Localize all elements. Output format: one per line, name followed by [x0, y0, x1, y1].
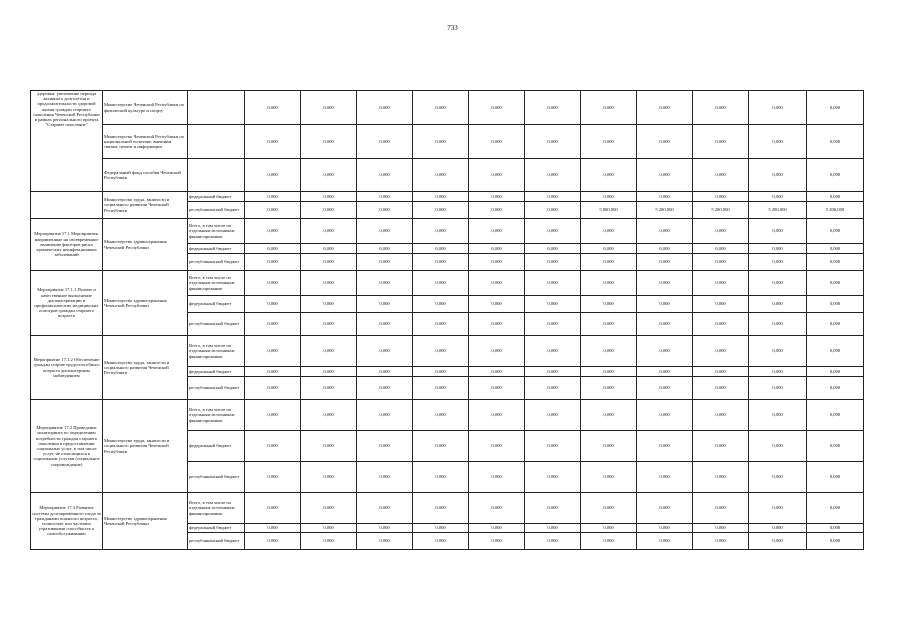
- value-cell: 0,000: [245, 271, 301, 296]
- value-cell: 5 200,000: [637, 202, 693, 219]
- value-cell: 0,000: [469, 296, 525, 313]
- value-cell: 0,000: [245, 400, 301, 431]
- value-cell: 0,000: [807, 336, 864, 367]
- value-cell: 0,000: [693, 462, 749, 493]
- value-cell: 0,000: [581, 493, 637, 524]
- source-cell: федеральный бюджет: [188, 244, 245, 254]
- table-row: [31, 219, 864, 244]
- executor-cell: Министерство здравоохранения Чеченской Республики: [103, 219, 188, 271]
- value-cell: 5 200,000: [749, 202, 807, 219]
- value-cell: 0,000: [693, 377, 749, 400]
- value-cell: 0,000: [807, 219, 864, 244]
- value-cell: 0,000: [693, 254, 749, 271]
- value-cell: 0,000: [357, 271, 413, 296]
- value-cell: 0,000: [807, 431, 864, 462]
- value-cell: 0,000: [469, 91, 525, 125]
- event-name-cell: Мероприятие 17.1 Мероприятия, направленные на своевременное выявление факторов риска хронических неинфекционных заболеваний: [31, 219, 103, 271]
- value-cell: 0,000: [525, 524, 581, 533]
- value-cell: 0,000: [637, 125, 693, 159]
- value-cell: 0,000: [245, 219, 301, 244]
- value-cell: 0,000: [749, 244, 807, 254]
- value-cell: 0,000: [749, 159, 807, 192]
- value-cell: 0,000: [693, 367, 749, 377]
- executor-cell: Министерство труда, занятости и социального развития Чеченской Республики: [103, 192, 188, 219]
- value-cell: 0,000: [637, 377, 693, 400]
- value-cell: 0,000: [301, 91, 357, 125]
- value-cell: 0,000: [469, 367, 525, 377]
- value-cell: 0,000: [525, 377, 581, 400]
- value-cell: 0,000: [413, 367, 469, 377]
- value-cell: 0,000: [581, 125, 637, 159]
- source-cell: республиканский бюджет: [188, 533, 245, 550]
- value-cell: 0,000: [413, 244, 469, 254]
- value-cell: 0,000: [693, 313, 749, 336]
- value-cell: 0,000: [525, 219, 581, 244]
- value-cell: 0,000: [357, 254, 413, 271]
- source-cell: [188, 125, 245, 159]
- value-cell: 0,000: [469, 336, 525, 367]
- value-cell: 0,000: [301, 493, 357, 524]
- value-cell: 0,000: [581, 431, 637, 462]
- value-cell: 0,000: [693, 431, 749, 462]
- value-cell: 0,000: [413, 192, 469, 202]
- value-cell: 0,000: [749, 91, 807, 125]
- value-cell: 0,000: [807, 367, 864, 377]
- value-cell: 0,000: [693, 244, 749, 254]
- value-cell: 0,000: [807, 533, 864, 550]
- value-cell: 0,000: [413, 254, 469, 271]
- value-cell: 0,000: [525, 296, 581, 313]
- executor-cell: Федеральный фонд пособия Чеченской Республики: [103, 159, 188, 192]
- value-cell: 0,000: [245, 296, 301, 313]
- value-cell: 0,000: [413, 313, 469, 336]
- value-cell: 0,000: [413, 91, 469, 125]
- value-cell: 0,000: [693, 219, 749, 244]
- value-cell: 0,000: [637, 313, 693, 336]
- value-cell: 0,000: [413, 533, 469, 550]
- source-cell: Всего, в том числе по отдельным источникам финансирования:: [188, 493, 245, 524]
- value-cell: 0,000: [637, 524, 693, 533]
- value-cell: 0,000: [807, 524, 864, 533]
- source-cell: федеральный бюджет: [188, 367, 245, 377]
- value-cell: 0,000: [637, 400, 693, 431]
- value-cell: 0,000: [245, 125, 301, 159]
- value-cell: 0,000: [581, 254, 637, 271]
- value-cell: 0,000: [581, 219, 637, 244]
- value-cell: 0,000: [357, 296, 413, 313]
- value-cell: 0,000: [749, 400, 807, 431]
- value-cell: 0,000: [637, 533, 693, 550]
- value-cell: 0,000: [357, 91, 413, 125]
- value-cell: 0,000: [525, 493, 581, 524]
- value-cell: 0,000: [413, 524, 469, 533]
- value-cell: 0,000: [413, 296, 469, 313]
- value-cell: 0,000: [525, 244, 581, 254]
- value-cell: 0,000: [525, 400, 581, 431]
- value-cell: 0,000: [693, 533, 749, 550]
- value-cell: 0,000: [749, 192, 807, 202]
- value-cell: 0,000: [301, 271, 357, 296]
- value-cell: 0,000: [749, 219, 807, 244]
- value-cell: 0,000: [357, 313, 413, 336]
- value-cell: 0,000: [581, 462, 637, 493]
- value-cell: 0,000: [469, 313, 525, 336]
- value-cell: 0,000: [245, 192, 301, 202]
- value-cell: 0,000: [581, 400, 637, 431]
- value-cell: 0,000: [301, 219, 357, 244]
- value-cell: 0,000: [413, 202, 469, 219]
- value-cell: 0,000: [301, 192, 357, 202]
- value-cell: 0,000: [413, 125, 469, 159]
- value-cell: 0,000: [301, 254, 357, 271]
- value-cell: 0,000: [807, 254, 864, 271]
- value-cell: 0,000: [581, 192, 637, 202]
- value-cell: 0,000: [807, 493, 864, 524]
- value-cell: 0,000: [413, 377, 469, 400]
- value-cell: 0,000: [301, 400, 357, 431]
- value-cell: 0,000: [807, 271, 864, 296]
- value-cell: 0,000: [301, 431, 357, 462]
- value-cell: 0,000: [245, 524, 301, 533]
- value-cell: 0,000: [245, 367, 301, 377]
- event-name-cell: Мероприятие 17.2 Проведение мониторинга по определению потребности граждан старшего поколения в предоставлении социальных услуг, в том числе услуг, не относящихся к социальным услугам (социальное сопровождение): [31, 400, 103, 493]
- value-cell: 0,000: [357, 377, 413, 400]
- value-cell: 0,000: [637, 336, 693, 367]
- value-cell: 0,000: [469, 159, 525, 192]
- value-cell: 0,000: [301, 367, 357, 377]
- value-cell: 0,000: [301, 125, 357, 159]
- source-cell: федеральный бюджет: [188, 524, 245, 533]
- value-cell: 0,000: [525, 462, 581, 493]
- value-cell: 0,000: [525, 271, 581, 296]
- executor-cell: Министерство труда, занятости и социального развития Чеченской Республики: [103, 336, 188, 400]
- event-name-cell: Мероприятие 17.3 Развитие системы долговременного ухода за гражданами пожилого возраста, полностью или частично утратившими способность к самообслуживанию: [31, 493, 103, 550]
- executor-cell: Министерство Чеченской Республики по физической культуре и спорту: [103, 91, 188, 125]
- value-cell: 0,000: [413, 400, 469, 431]
- value-cell: 0,000: [469, 202, 525, 219]
- value-cell: 0,000: [245, 462, 301, 493]
- value-cell: 0,000: [357, 125, 413, 159]
- value-cell: 0,000: [469, 400, 525, 431]
- value-cell: 5 200,000: [807, 202, 864, 219]
- value-cell: 0,000: [301, 377, 357, 400]
- value-cell: 0,000: [525, 254, 581, 271]
- value-cell: 0,000: [301, 202, 357, 219]
- executor-cell: Министерство здравоохранения Чеченской Республики: [103, 493, 188, 550]
- value-cell: 0,000: [807, 313, 864, 336]
- value-cell: 0,000: [693, 159, 749, 192]
- value-cell: 0,000: [245, 254, 301, 271]
- table-row: [31, 336, 864, 367]
- value-cell: 0,000: [749, 125, 807, 159]
- source-cell: Всего, в том числе по отдельным источникам финансирования:: [188, 336, 245, 367]
- value-cell: 0,000: [301, 296, 357, 313]
- value-cell: 0,000: [413, 336, 469, 367]
- event-name-cell: Мероприятие 17.1.2 Обеспечение граждан старше трудоспособного возраста диспансерным наблюдением: [31, 336, 103, 400]
- value-cell: 0,000: [301, 524, 357, 533]
- source-cell: Всего, в том числе по отдельным источникам финансирования:: [188, 400, 245, 431]
- value-cell: 0,000: [637, 367, 693, 377]
- event-name-cell: Мероприятие 17.1.1 Полное и качественное выполнение диспансеризации и профилактических медицинских осмотров граждан старшего возраста: [31, 271, 103, 336]
- value-cell: 0,000: [637, 296, 693, 313]
- value-cell: 0,000: [693, 91, 749, 125]
- source-cell: [188, 91, 245, 125]
- value-cell: 0,000: [357, 192, 413, 202]
- value-cell: 0,000: [469, 533, 525, 550]
- value-cell: 0,000: [581, 296, 637, 313]
- value-cell: 0,000: [749, 493, 807, 524]
- value-cell: 0,000: [357, 367, 413, 377]
- value-cell: 0,000: [693, 336, 749, 367]
- value-cell: 0,000: [581, 524, 637, 533]
- value-cell: 0,000: [357, 159, 413, 192]
- value-cell: 0,000: [301, 244, 357, 254]
- value-cell: 0,000: [469, 125, 525, 159]
- value-cell: 0,000: [693, 125, 749, 159]
- value-cell: 0,000: [637, 271, 693, 296]
- value-cell: 0,000: [637, 159, 693, 192]
- value-cell: 0,000: [245, 91, 301, 125]
- value-cell: 0,000: [357, 244, 413, 254]
- value-cell: 0,000: [637, 254, 693, 271]
- value-cell: 0,000: [581, 159, 637, 192]
- value-cell: 0,000: [581, 244, 637, 254]
- value-cell: 0,000: [301, 462, 357, 493]
- source-cell: республиканский бюджет: [188, 202, 245, 219]
- value-cell: 0,000: [525, 313, 581, 336]
- value-cell: 0,000: [807, 400, 864, 431]
- value-cell: 0,000: [245, 377, 301, 400]
- value-cell: 0,000: [749, 377, 807, 400]
- table-row: [31, 91, 864, 125]
- value-cell: 0,000: [413, 271, 469, 296]
- value-cell: 0,000: [749, 431, 807, 462]
- source-cell: республиканский бюджет: [188, 254, 245, 271]
- value-cell: 0,000: [637, 91, 693, 125]
- value-cell: 0,000: [749, 533, 807, 550]
- value-cell: 0,000: [469, 254, 525, 271]
- value-cell: 0,000: [807, 125, 864, 159]
- value-cell: 0,000: [357, 202, 413, 219]
- value-cell: 0,000: [807, 159, 864, 192]
- value-cell: 0,000: [525, 159, 581, 192]
- table-row: [31, 400, 864, 431]
- value-cell: 0,000: [413, 431, 469, 462]
- value-cell: 0,000: [581, 367, 637, 377]
- source-cell: Всего, в том числе по отдельным источникам финансирования:: [188, 219, 245, 244]
- budget-table: [30, 90, 864, 550]
- value-cell: 0,000: [693, 271, 749, 296]
- value-cell: 0,000: [581, 533, 637, 550]
- value-cell: 0,000: [525, 533, 581, 550]
- value-cell: 0,000: [357, 219, 413, 244]
- value-cell: 0,000: [245, 313, 301, 336]
- value-cell: 0,000: [413, 159, 469, 192]
- value-cell: 0,000: [693, 192, 749, 202]
- value-cell: 0,000: [807, 296, 864, 313]
- value-cell: 0,000: [525, 91, 581, 125]
- value-cell: 0,000: [357, 400, 413, 431]
- value-cell: 0,000: [301, 313, 357, 336]
- value-cell: 0,000: [749, 524, 807, 533]
- value-cell: 0,000: [245, 202, 301, 219]
- value-cell: 0,000: [525, 125, 581, 159]
- value-cell: 0,000: [581, 313, 637, 336]
- value-cell: 0,000: [469, 431, 525, 462]
- value-cell: 0,000: [581, 336, 637, 367]
- value-cell: 0,000: [413, 493, 469, 524]
- value-cell: 0,000: [301, 159, 357, 192]
- source-cell: республиканский бюджет: [188, 313, 245, 336]
- value-cell: 0,000: [245, 533, 301, 550]
- executor-cell: Министерство здравоохранения Чеченской Республики: [103, 271, 188, 336]
- value-cell: 0,000: [469, 462, 525, 493]
- value-cell: 0,000: [357, 493, 413, 524]
- value-cell: 0,000: [693, 400, 749, 431]
- value-cell: 0,000: [807, 91, 864, 125]
- value-cell: 0,000: [357, 524, 413, 533]
- value-cell: 0,000: [469, 524, 525, 533]
- value-cell: 0,000: [525, 202, 581, 219]
- value-cell: 0,000: [301, 336, 357, 367]
- value-cell: 0,000: [469, 271, 525, 296]
- value-cell: 0,000: [637, 493, 693, 524]
- value-cell: 0,000: [807, 244, 864, 254]
- executor-cell: Министерство Чеченской Республики по национальной политике, внешним связям, печати и информации: [103, 125, 188, 159]
- value-cell: 0,000: [749, 336, 807, 367]
- table-row: [31, 493, 864, 524]
- source-cell: республиканский бюджет: [188, 462, 245, 493]
- table-body: [31, 91, 864, 550]
- value-cell: 0,000: [749, 367, 807, 377]
- table-row: [31, 159, 864, 192]
- value-cell: 0,000: [245, 336, 301, 367]
- value-cell: 0,000: [301, 533, 357, 550]
- table-row: [31, 271, 864, 296]
- value-cell: 0,000: [581, 91, 637, 125]
- value-cell: 0,000: [749, 271, 807, 296]
- value-cell: 0,000: [357, 431, 413, 462]
- value-cell: 0,000: [357, 336, 413, 367]
- event-name-cell: [31, 192, 103, 219]
- value-cell: 5 200,000: [693, 202, 749, 219]
- source-cell: федеральный бюджет: [188, 431, 245, 462]
- value-cell: 0,000: [749, 313, 807, 336]
- value-cell: 0,000: [749, 254, 807, 271]
- value-cell: 0,000: [807, 462, 864, 493]
- value-cell: 0,000: [693, 296, 749, 313]
- value-cell: 0,000: [525, 336, 581, 367]
- value-cell: 0,000: [357, 533, 413, 550]
- value-cell: 0,000: [469, 493, 525, 524]
- executor-cell: Министерство труда, занятости и социального развития Чеченской Республики: [103, 400, 188, 493]
- value-cell: 0,000: [413, 219, 469, 244]
- value-cell: 0,000: [525, 192, 581, 202]
- value-cell: 0,000: [581, 271, 637, 296]
- value-cell: 0,000: [807, 377, 864, 400]
- table-row: [31, 192, 864, 202]
- value-cell: 0,000: [525, 367, 581, 377]
- value-cell: 0,000: [637, 219, 693, 244]
- value-cell: 0,000: [807, 192, 864, 202]
- source-cell: федеральный бюджет: [188, 192, 245, 202]
- source-cell: республиканский бюджет: [188, 377, 245, 400]
- table-row: [31, 125, 864, 159]
- source-cell: федеральный бюджет: [188, 296, 245, 313]
- value-cell: 5 000,000: [581, 202, 637, 219]
- value-cell: 0,000: [693, 493, 749, 524]
- value-cell: 0,000: [357, 462, 413, 493]
- page-number: 733: [447, 24, 458, 32]
- value-cell: 0,000: [245, 159, 301, 192]
- value-cell: 0,000: [245, 493, 301, 524]
- value-cell: 0,000: [469, 192, 525, 202]
- value-cell: 0,000: [469, 219, 525, 244]
- value-cell: 0,000: [749, 462, 807, 493]
- source-cell: [188, 159, 245, 192]
- event-name-cell: здоровья: увеличение периода активного долголетия и продолжительности здоровой жизни граждан старшего поколения Чеченской Республики в рамках регионального проекта "Старшее поколение": [31, 91, 103, 192]
- value-cell: 0,000: [525, 431, 581, 462]
- value-cell: 0,000: [749, 296, 807, 313]
- value-cell: 0,000: [693, 524, 749, 533]
- value-cell: 0,000: [413, 462, 469, 493]
- value-cell: 0,000: [637, 244, 693, 254]
- value-cell: 0,000: [637, 431, 693, 462]
- value-cell: 0,000: [469, 244, 525, 254]
- value-cell: 0,000: [637, 192, 693, 202]
- value-cell: 0,000: [581, 377, 637, 400]
- value-cell: 0,000: [245, 431, 301, 462]
- value-cell: 0,000: [469, 377, 525, 400]
- source-cell: Всего, в том числе по отдельным источникам финансирования:: [188, 271, 245, 296]
- value-cell: 0,000: [245, 244, 301, 254]
- value-cell: 0,000: [637, 462, 693, 493]
